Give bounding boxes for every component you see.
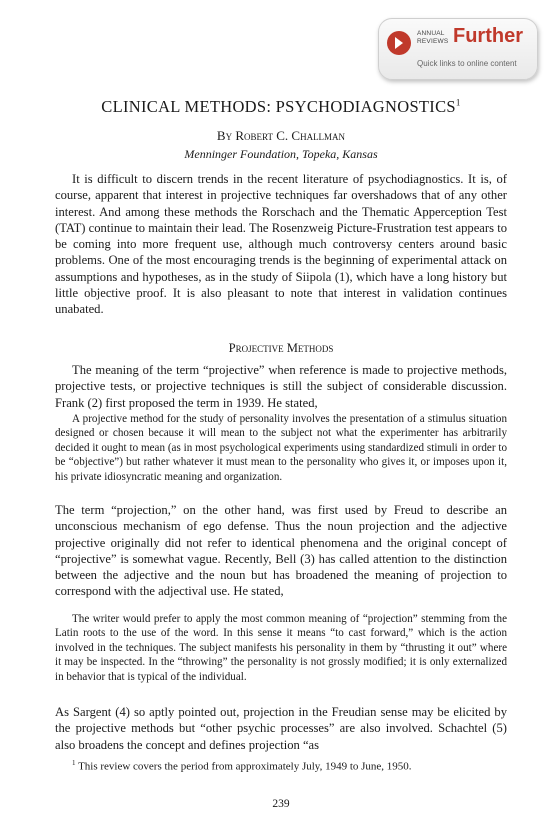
further-subtitle: Quick links to online content (417, 59, 517, 68)
intro-paragraph: It is difficult to discern trends in the recent literature of psychodiagnostics. It is, of course, apparent that interest in projective techniques far overshadows that of any other interest. And among these methods the Rorschach and the Thematic Apperception Test (TAT) continue to maintain their lead. The Rosenzweig Picture-Frustration test appears to be coming into more frequent use, although much controversy centers around basic problems. One of the most encouraging trends is the beginning of experimental attack on assumptions and hypotheses, as in the study of Siipola (1), which have a long history but little objective proof. It is also pleasant to note that interest in validation continues unabated. (55, 172, 507, 317)
title-text: CLINICAL METHODS: PSYCHODIAGNOSTICS (101, 97, 456, 116)
reviews-text: REVIEWS (417, 37, 449, 45)
title-footnote-mark[interactable]: 1 (455, 97, 461, 108)
footnote-mark: 1 (72, 759, 76, 767)
frank-quote: A projective method for the study of personality involves the presentation of a stimulus situation designed or chosen because it will mean to the subject not what the experimenter has arbitrarily decided it ought to mean (as in most psychological experiments using standardized stimuli in order to be “objective”) but rather whatever it must mean to the personality who gives it, or imposes upon it, his private idiosyncratic meaning and organization. (55, 413, 507, 483)
further-badge[interactable] (378, 18, 538, 80)
annual-reviews-logo (387, 31, 411, 55)
article-title (55, 97, 507, 117)
affiliation: Menninger Foundation, Topeka, Kansas (184, 147, 378, 161)
annual-text: ANNUAL (417, 30, 445, 37)
page-number: 239 (272, 798, 290, 810)
author-line: By Robert C. Challman (216, 128, 346, 143)
further-label: Further (453, 25, 523, 47)
footnote-text: This review covers the period from approximately July, 1949 to June, 1950. (78, 760, 412, 773)
arrow-icon (393, 36, 405, 50)
annual-reviews-wordmark (417, 30, 448, 45)
sargent-paragraph: As Sargent (4) so aptly pointed out, projection in the Freudian sense may be elicited by the projective methods but “other psychic processes” are also involved. Schachtel (5) also broadens the concept and defines projection “as (55, 705, 507, 752)
projection-paragraph: The term “projection,” on the other hand, was first used by Freud to describe an unconscious mechanism of ego defense. Thus the noun projection and the adjective projective originally did not refer to identical phenomena and the original concept of “projective” is somewhat vague. Recently, Bell (3) has called attention to the distinction between the adjective and the noun but has broadened the meaning of projection to correspond with the adjectival use. He stated, (55, 503, 507, 599)
section-heading: Projective Methods (228, 341, 334, 355)
projective-paragraph: The meaning of the term “projective” when reference is made to projective methods, projective tests, or projective techniques is still the subject of considerable discussion. Frank (2) first proposed the term in 1939. He stated, (55, 363, 507, 410)
footnote (55, 756, 507, 774)
bell-quote: The writer would prefer to apply the most common meaning of “projection” stemming from the Latin roots to the use of the word. In this sense it means “to cast forward,” which is the action involved in the techniques. The subject manifests his personality in them by “thrusting it out” where it may be inspected. In the “throwing” the personality is not grossly modified; it is only externalized in behavior that is typical of the individual. (55, 613, 507, 683)
